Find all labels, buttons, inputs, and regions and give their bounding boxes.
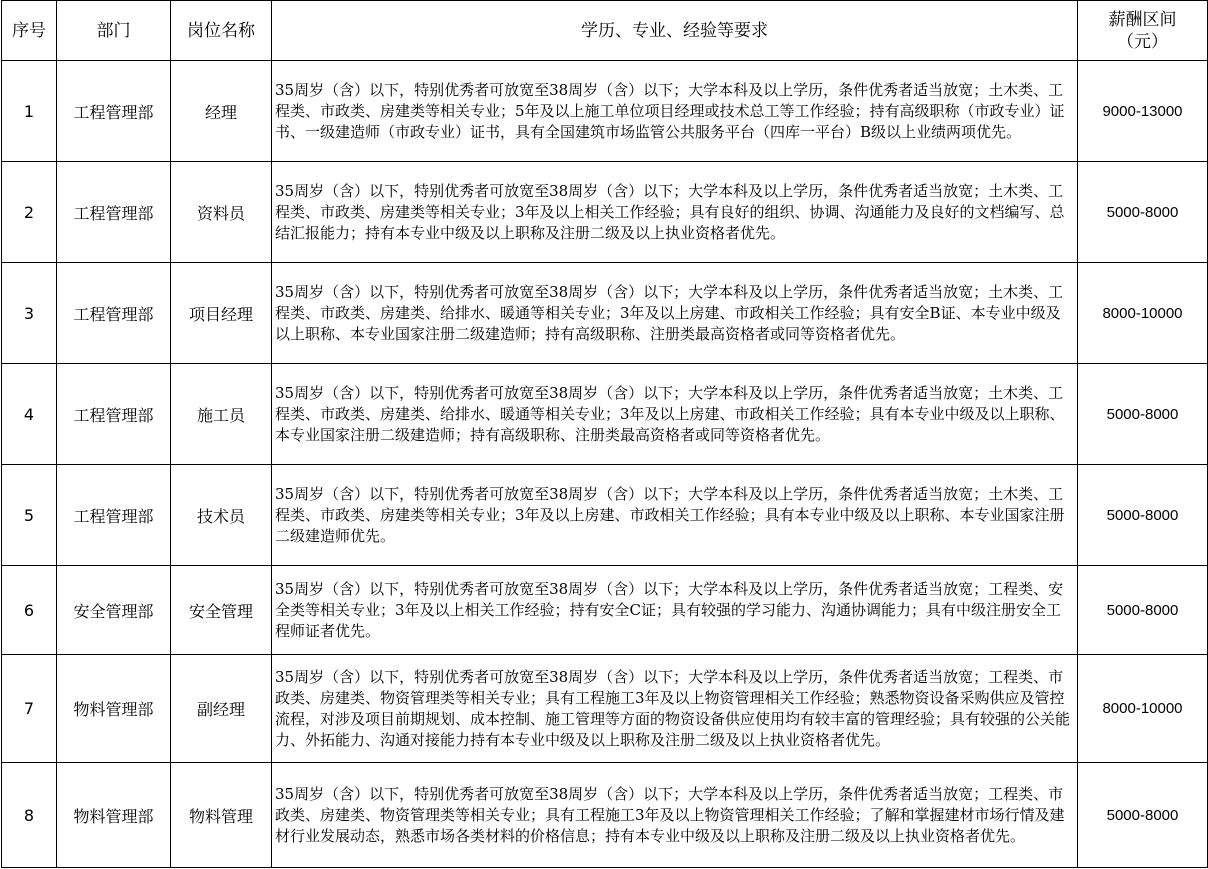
header-requirements: 学历、专业、经验等要求 [272, 1, 1078, 61]
header-num: 序号 [2, 1, 57, 61]
row-position: 项目经理 [171, 263, 272, 364]
row-requirements: 35周岁（含）以下，特别优秀者可放宽至38周岁（含）以下；大学本科及以上学历，条件优秀者适当放宽；工程类、市政类、房建类、物资管理类等相关专业；具有工程施工3年及以上物资管理相关工作经验；熟悉物资设备采购供应及管控流程，对涉及项目前期规划、成本控制、施工管理等方面的物资设备供应使用均有较丰富的管理经验；具有较强的公关能力、外拓能力、沟通对接能力持有本专业中级及以上职称及注册二级及以上执业资格者优先。 [272, 655, 1078, 763]
row-dept: 安全管理部 [57, 566, 171, 655]
header-salary [1078, 1, 1208, 61]
row-num: 6 [2, 566, 57, 655]
row-position: 副经理 [171, 655, 272, 763]
row-requirements: 35周岁（含）以下，特别优秀者可放宽至38周岁（含）以下；大学本科及以上学历，条件优秀者适当放宽；土木类、工程类、市政类、房建类等相关专业；3年及以上房建、市政相关工作经验；具有本专业中级及以上职称、本专业国家注册二级建造师优先。 [272, 465, 1078, 566]
row-dept: 工程管理部 [57, 465, 171, 566]
row-num: 8 [2, 763, 57, 868]
row-num: 4 [2, 364, 57, 465]
row-dept: 工程管理部 [57, 61, 171, 162]
row-salary: 9000-13000 [1078, 61, 1208, 162]
header-position: 岗位名称 [171, 1, 272, 61]
table-header-row [2, 1, 1208, 61]
row-requirements: 35周岁（含）以下，特别优秀者可放宽至38周岁（含）以下；大学本科及以上学历，条件优秀者适当放宽；土木类、工程类、市政类、房建类、给排水、暖通等相关专业；3年及以上房建、市政相关工作经验；具有安全B证、本专业中级及以上职称、本专业国家注册二级建造师；持有高级职称、注册类最高资格者或同等资格者优先。 [272, 263, 1078, 364]
row-dept: 工程管理部 [57, 364, 171, 465]
table-row [2, 763, 1208, 868]
row-salary: 5000-8000 [1078, 162, 1208, 263]
row-dept: 物料管理部 [57, 763, 171, 868]
row-num: 2 [2, 162, 57, 263]
table-row [2, 655, 1208, 763]
header-salary-line1: 薪酬区间 [1108, 9, 1177, 30]
row-num: 7 [2, 655, 57, 763]
row-num: 5 [2, 465, 57, 566]
row-position: 施工员 [171, 364, 272, 465]
row-position: 技术员 [171, 465, 272, 566]
row-requirements: 35周岁（含）以下，特别优秀者可放宽至38周岁（含）以下；大学本科及以上学历，条件优秀者适当放宽；土木类、工程类、市政类、房建类等相关专业；3年及以上相关工作经验；具有良好的组织、协调、沟通能力及良好的文档编写、总结汇报能力；持有本专业中级及以上职称及注册二级及以上执业资格者优先。 [272, 162, 1078, 263]
row-requirements: 35周岁（含）以下，特别优秀者可放宽至38周岁（含）以下；大学本科及以上学历，条件优秀者适当放宽；土木类、工程类、市政类、房建类等相关专业；5年及以上施工单位项目经理或技术总工等工作经验；持有高级职称（市政专业）证书、一级建造师（市政专业）证书，具有全国建筑市场监管公共服务平台（四库一平台）B级以上业绩两项优先。 [272, 61, 1078, 162]
row-salary: 5000-8000 [1078, 465, 1208, 566]
table-row [2, 61, 1208, 162]
row-salary: 8000-10000 [1078, 263, 1208, 364]
row-requirements: 35周岁（含）以下，特别优秀者可放宽至38周岁（含）以下；大学本科及以上学历，条件优秀者适当放宽；土木类、工程类、市政类、房建类、给排水、暖通等相关专业；3年及以上房建、市政相关工作经验；具有本专业中级及以上职称、本专业国家注册二级建造师；持有高级职称、注册类最高资格者或同等资格者优先。 [272, 364, 1078, 465]
table-row [2, 364, 1208, 465]
table-row [2, 162, 1208, 263]
row-dept: 物料管理部 [57, 655, 171, 763]
row-position: 安全管理 [171, 566, 272, 655]
row-salary: 8000-10000 [1078, 655, 1208, 763]
header-dept: 部门 [57, 1, 171, 61]
row-salary: 5000-8000 [1078, 364, 1208, 465]
table-row [2, 465, 1208, 566]
row-position: 经理 [171, 61, 272, 162]
row-dept: 工程管理部 [57, 162, 171, 263]
row-salary: 5000-8000 [1078, 763, 1208, 868]
row-dept: 工程管理部 [57, 263, 171, 364]
row-num: 3 [2, 263, 57, 364]
header-salary-line2: （元） [1117, 31, 1168, 52]
row-requirements: 35周岁（含）以下，特别优秀者可放宽至38周岁（含）以下；大学本科及以上学历，条件优秀者适当放宽；工程类、市政类、房建类、物资管理类等相关专业；具有工程施工3年及以上物资管理相关工作经验；了解和掌握建材市场行情及建材行业发展动态，熟悉市场各类材料的价格信息；持有本专业中级及以上职称及注册二级及以上执业资格者优先。 [272, 763, 1078, 868]
row-position: 物料管理 [171, 763, 272, 868]
table-row [2, 263, 1208, 364]
row-position: 资料员 [171, 162, 272, 263]
recruitment-table [1, 0, 1208, 868]
row-requirements: 35周岁（含）以下，特别优秀者可放宽至38周岁（含）以下；大学本科及以上学历，条件优秀者适当放宽；工程类、安全类等相关专业；3年及以上相关工作经验；持有安全C证；具有较强的学习能力、沟通协调能力；具有中级注册安全工程师证者优先。 [272, 566, 1078, 655]
row-salary: 5000-8000 [1078, 566, 1208, 655]
row-num: 1 [2, 61, 57, 162]
table-row [2, 566, 1208, 655]
